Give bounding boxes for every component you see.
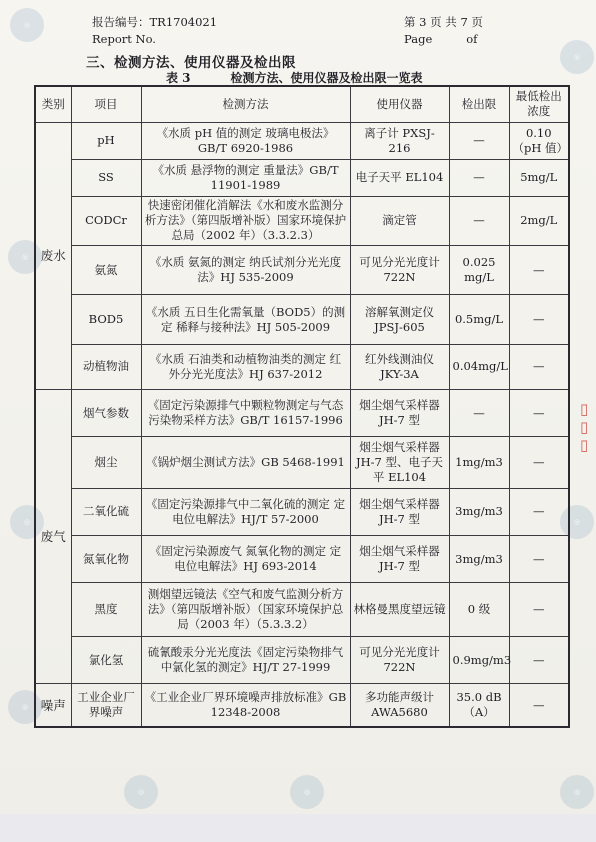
col-header: 检出限 xyxy=(449,86,509,122)
section-title: 三、检测方法、使用仪器及检出限 xyxy=(86,55,296,71)
col-header: 类别 xyxy=(35,86,71,122)
method-cell: 测烟望远镜法《空气和废气监测分析方法》（第四版增补版）（国家环境保护总局（2003 年）（5.3.3.2） xyxy=(141,583,350,637)
seal-stamp: ▯ ▯ ▯ xyxy=(580,400,589,454)
min-conc-cell: — xyxy=(509,684,569,727)
report-number-block xyxy=(92,14,217,48)
item-cell: 氮氧化物 xyxy=(71,536,141,583)
item-cell: CODCr xyxy=(71,196,141,245)
table-row xyxy=(35,196,569,245)
table-title: 检测方法、使用仪器及检出限一览表 xyxy=(230,71,423,85)
min-conc-cell: — xyxy=(509,437,569,488)
item-cell: 氯化氢 xyxy=(71,636,141,683)
instrument-cell: 滴定管 xyxy=(350,196,449,245)
table-row xyxy=(35,488,569,535)
method-cell: 硫氰酸汞分光光度法《固定污染物排气中氯化氢的测定》HJ/T 27-1999 xyxy=(141,636,350,683)
scan-bottom-margin xyxy=(0,814,596,842)
instrument-cell: 可见分光光度计 722N xyxy=(350,636,449,683)
instrument-cell: 烟尘烟气采样器 JH-7 型、电子天平 EL104 xyxy=(350,437,449,488)
instrument-cell: 电子天平 EL104 xyxy=(350,159,449,196)
report-no-en: Report No. xyxy=(92,32,156,46)
method-cell: 《水质 悬浮物的测定 重量法》GB/T 11901-1989 xyxy=(141,159,350,196)
instrument-cell: 可见分光光度计 722N xyxy=(350,245,449,294)
method-cell: 《水质 氨氮的测定 纳氏试剂分光光度法》HJ 535-2009 xyxy=(141,245,350,294)
method-cell: 《水质 五日生化需氧量（BOD5）的测定 稀释与接种法》HJ 505-2009 xyxy=(141,295,350,344)
min-conc-cell: — xyxy=(509,344,569,389)
method-cell: 《固定污染源排气中颗粒物测定与气态污染物采样方法》GB/T 16157-1996 xyxy=(141,389,350,436)
limit-cell: — xyxy=(449,389,509,436)
min-conc-cell: 0.10（pH 值） xyxy=(509,122,569,159)
watermark-icon: ◎ xyxy=(560,40,594,74)
table-row xyxy=(35,295,569,344)
item-cell: 黑度 xyxy=(71,583,141,637)
limit-cell: — xyxy=(449,122,509,159)
page-number-block xyxy=(404,14,483,48)
item-cell: 动植物油 xyxy=(71,344,141,389)
limit-cell: 0 级 xyxy=(449,583,509,637)
instrument-cell: 烟尘烟气采样器 JH-7 型 xyxy=(350,536,449,583)
table-number: 表 3 xyxy=(166,71,191,85)
limit-cell: — xyxy=(449,196,509,245)
category-cell: 噪声 xyxy=(35,684,71,727)
col-header: 项目 xyxy=(71,86,141,122)
page-en-of: of xyxy=(466,32,478,46)
min-conc-cell: — xyxy=(509,636,569,683)
instrument-cell: 烟尘烟气采样器 JH-7 型 xyxy=(350,488,449,535)
limit-cell: 3mg/m3 xyxy=(449,536,509,583)
table-row xyxy=(35,636,569,683)
min-conc-cell: — xyxy=(509,488,569,535)
instrument-cell: 离子计 PXSJ-216 xyxy=(350,122,449,159)
limit-cell: 0.025 mg/L xyxy=(449,245,509,294)
min-conc-cell: — xyxy=(509,245,569,294)
item-cell: 氨氮 xyxy=(71,245,141,294)
report-no-label: 报告编号： xyxy=(92,15,150,29)
item-cell: 二氧化硫 xyxy=(71,488,141,535)
watermark-icon: ◎ xyxy=(560,775,594,809)
min-conc-cell: — xyxy=(509,536,569,583)
table-row xyxy=(35,583,569,637)
limit-cell: 0.04mg/L xyxy=(449,344,509,389)
limit-cell: 1mg/m3 xyxy=(449,437,509,488)
min-conc-cell: 5mg/L xyxy=(509,159,569,196)
method-cell: 快速密闭催化消解法《水和废水监测分析方法》（第四版增补版）国家环境保护总局（2002 年）（3.3.2.3） xyxy=(141,196,350,245)
report-no: TR1704021 xyxy=(149,15,218,29)
limit-cell: 0.5mg/L xyxy=(449,295,509,344)
watermark-icon: ◎ xyxy=(8,690,42,724)
method-cell: 《水质 pH 值的测定 玻璃电极法》GB/T 6920-1986 xyxy=(141,122,350,159)
limit-cell: — xyxy=(449,159,509,196)
item-cell: pH xyxy=(71,122,141,159)
watermark-icon: ◎ xyxy=(8,240,42,274)
instrument-cell: 溶解氧测定仪 JPSJ-605 xyxy=(350,295,449,344)
category-cell: 废气 xyxy=(35,389,71,683)
watermark-icon: ◎ xyxy=(10,8,44,42)
item-cell: SS xyxy=(71,159,141,196)
watermark-icon: ◎ xyxy=(124,775,158,809)
table-row xyxy=(35,245,569,294)
table-header-row xyxy=(35,86,569,122)
instrument-cell: 多功能声级计 AWA5680 xyxy=(350,684,449,727)
limit-cell: 0.9mg/m3 xyxy=(449,636,509,683)
instrument-cell: 红外线测油仪 JKY-3A xyxy=(350,344,449,389)
page-number-cn: 第 3 页 共 7 页 xyxy=(404,15,483,29)
watermark-icon: ◎ xyxy=(10,505,44,539)
category-cell: 废水 xyxy=(35,122,71,389)
table-row xyxy=(35,159,569,196)
method-cell: 《水质 石油类和动植物油类的测定 红外分光光度法》HJ 637-2012 xyxy=(141,344,350,389)
table-row xyxy=(35,122,569,159)
instrument-cell: 烟尘烟气采样器 JH-7 型 xyxy=(350,389,449,436)
table-caption xyxy=(166,69,423,86)
col-header: 使用仪器 xyxy=(350,86,449,122)
watermark-icon: ◎ xyxy=(290,775,324,809)
table-row xyxy=(35,536,569,583)
item-cell: BOD5 xyxy=(71,295,141,344)
min-conc-cell: — xyxy=(509,583,569,637)
item-cell: 工业企业厂界噪声 xyxy=(71,684,141,727)
col-header: 检测方法 xyxy=(141,86,350,122)
page-en-label: Page xyxy=(404,32,433,46)
method-cell: 《锅炉烟尘测试方法》GB 5468-1991 xyxy=(141,437,350,488)
table-row xyxy=(35,684,569,727)
methods-table xyxy=(34,85,570,728)
instrument-cell: 林格曼黑度望远镜 xyxy=(350,583,449,637)
method-cell: 《工业企业厂界环境噪声排放标准》GB 12348-2008 xyxy=(141,684,350,727)
watermark-icon: ◎ xyxy=(560,505,594,539)
col-header: 最低检出浓度 xyxy=(509,86,569,122)
limit-cell: 35.0 dB（A） xyxy=(449,684,509,727)
table-row xyxy=(35,389,569,436)
method-cell: 《固定污染源废气 氮氧化物的测定 定电位电解法》HJ 693-2014 xyxy=(141,536,350,583)
table-row xyxy=(35,437,569,488)
item-cell: 烟气参数 xyxy=(71,389,141,436)
min-conc-cell: — xyxy=(509,389,569,436)
min-conc-cell: 2mg/L xyxy=(509,196,569,245)
min-conc-cell: — xyxy=(509,295,569,344)
method-cell: 《固定污染源排气中二氧化硫的测定 定电位电解法》HJ/T 57-2000 xyxy=(141,488,350,535)
item-cell: 烟尘 xyxy=(71,437,141,488)
table-row xyxy=(35,344,569,389)
limit-cell: 3mg/m3 xyxy=(449,488,509,535)
